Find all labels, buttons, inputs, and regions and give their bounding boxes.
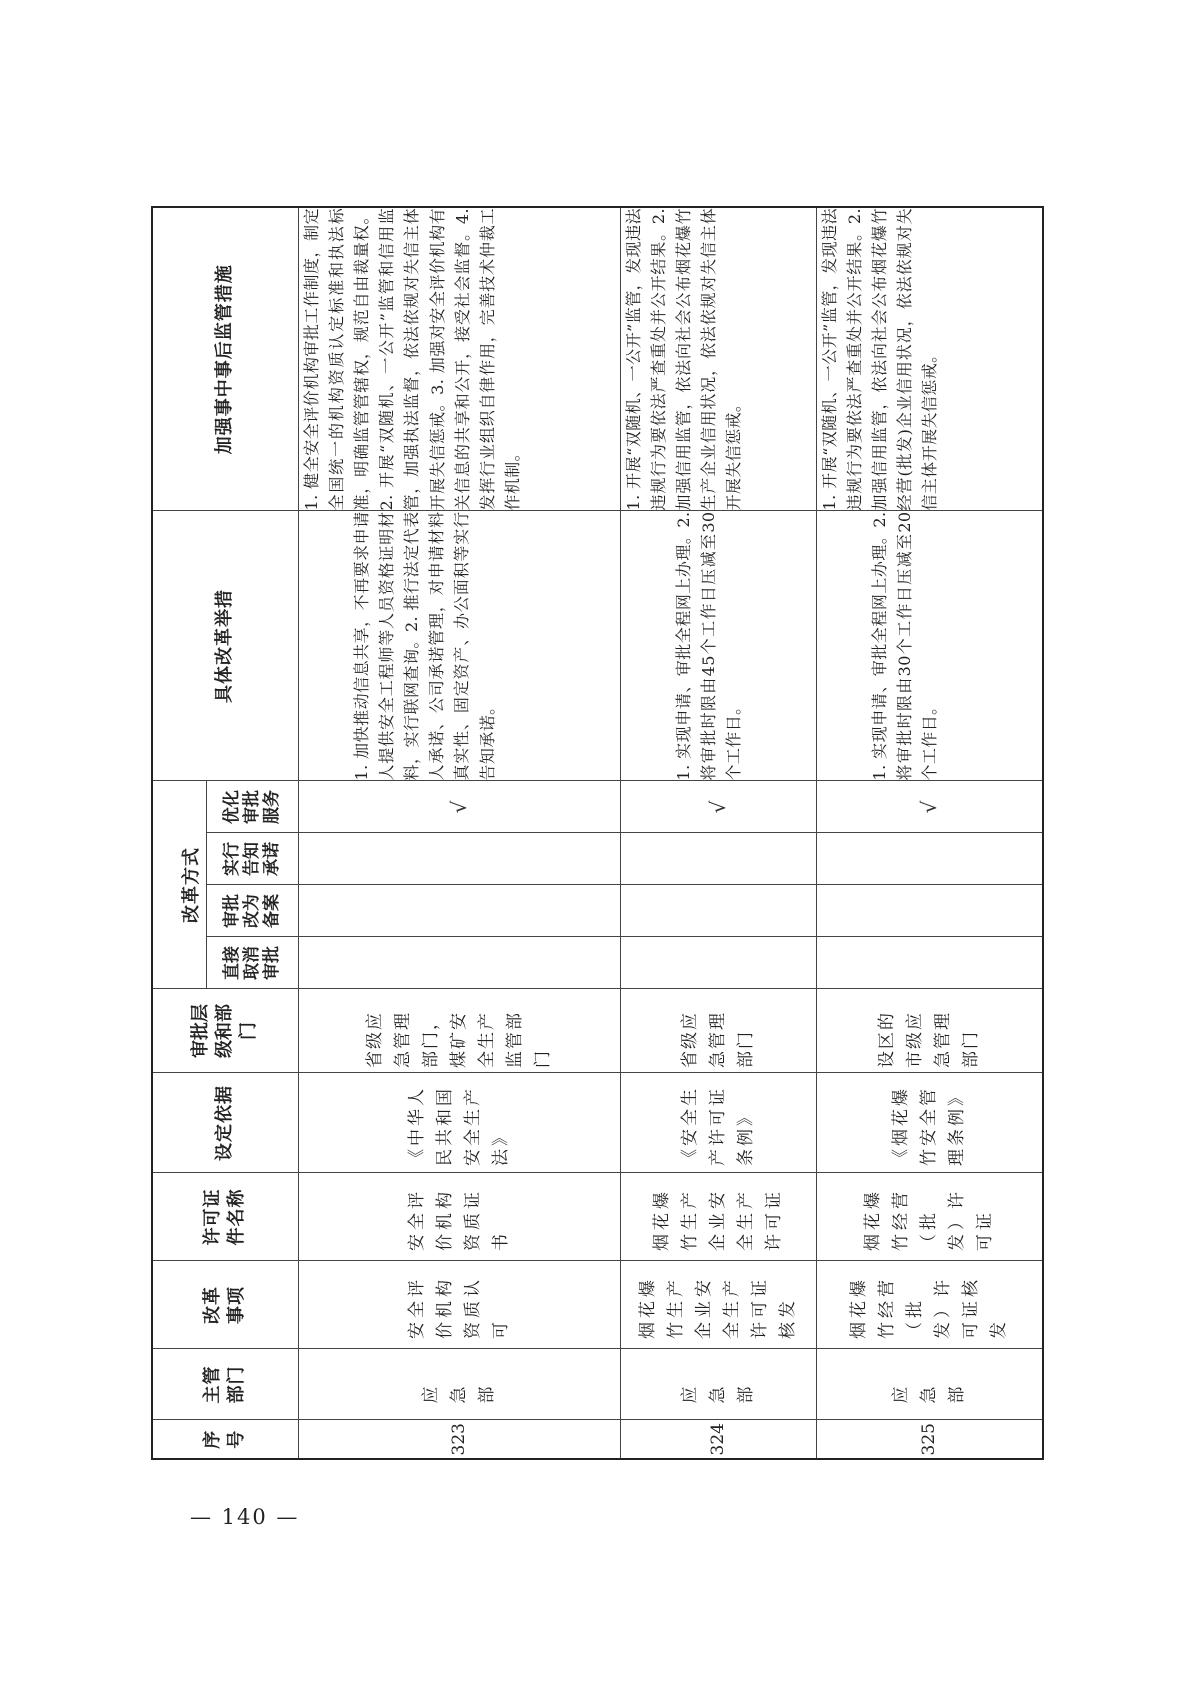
cell-basis: 《中华人民共和国安全生产法》 bbox=[298, 1073, 620, 1173]
cell-level: 设区的市级应急管理部门 bbox=[816, 989, 1043, 1073]
cell-dept: 应急部 bbox=[298, 1349, 620, 1420]
cell-m2 bbox=[620, 885, 816, 937]
cell-seq: 324 bbox=[620, 1420, 816, 1459]
table-row bbox=[816, 207, 1043, 1459]
cell-seq: 323 bbox=[298, 1420, 620, 1459]
cell-measures: 1. 实现申请、审批全程网上办理。2. 将审批时限由30个工作日压减至20个工作日。 bbox=[816, 511, 1043, 781]
cell-item: 安全评价机构资质认可 bbox=[298, 1261, 620, 1349]
rotated-table-wrapper bbox=[151, 208, 1042, 1460]
header-m1: 直接取消审批 bbox=[206, 937, 298, 989]
cell-dept: 应急部 bbox=[816, 1349, 1043, 1420]
cell-m1 bbox=[298, 937, 620, 989]
cell-level: 省级应急管理部门，煤矿安全生产监管部门 bbox=[298, 989, 620, 1073]
cell-basis: 《烟花爆竹安全管理条例》 bbox=[816, 1073, 1043, 1173]
header-seq: 序号 bbox=[152, 1420, 298, 1459]
header-row bbox=[152, 207, 206, 1459]
cell-m4: √ bbox=[298, 781, 620, 833]
header-item: 改革事项 bbox=[152, 1261, 298, 1349]
cell-m4: √ bbox=[620, 781, 816, 833]
reform-table bbox=[151, 206, 1044, 1460]
cell-m3 bbox=[298, 833, 620, 885]
header-dept: 主管部门 bbox=[152, 1349, 298, 1420]
cell-license: 烟花爆竹生产企业安全生产许可证 bbox=[620, 1173, 816, 1261]
cell-supervision: 1. 开展“双随机、一公开”监管，发现违法违规行为要依法严查重处并公开结果。2. 加强信用监管，依法向社会公布烟花爆竹生产企业信用状况，依法依规对失信主体开展失信惩戒。 bbox=[620, 207, 816, 511]
cell-m1 bbox=[620, 937, 816, 989]
page-number: — 140 — bbox=[190, 1505, 300, 1529]
cell-measures: 1. 加快推动信息共享，不再要求申请人提供安全工程师等人员资格证明材料，实行联网查询。2. 推行法定代表人承诺、公司承诺管理，对申请材料真实性、固定资产、办公面积等实行告知承诺。 bbox=[298, 511, 620, 781]
cell-license: 烟花爆竹经营（批发）许可证 bbox=[816, 1173, 1043, 1261]
header-m3: 实行告知承诺 bbox=[206, 833, 298, 885]
table-row bbox=[298, 207, 620, 1459]
header-method: 改革方式 bbox=[152, 781, 206, 989]
cell-supervision: 1. 健全安全评价机构审批工作制度，制定全国统一的机构资质认定标准和执法标准，明确监管管辖权，规范自由裁量权。2. 开展“双随机、一公开”监管和信用监管，加强执法监督，依法依规对失信主体开展失信惩戒。3. 加强对安全评价机构有关信息的共享和公开，接受社会监督。4. 发挥行业组织自律作用，完善技术仲裁工作机制。 bbox=[298, 207, 620, 511]
header-measures: 具体改革举措 bbox=[152, 511, 298, 781]
cell-m1 bbox=[816, 937, 1043, 989]
cell-license: 安全评价机构资质证书 bbox=[298, 1173, 620, 1261]
cell-m4: √ bbox=[816, 781, 1043, 833]
header-level: 审批层级和部门 bbox=[152, 989, 298, 1073]
header-basis: 设定依据 bbox=[152, 1073, 298, 1173]
cell-supervision: 1. 开展“双随机、一公开”监管，发现违法违规行为要依法严查重处并公开结果。2. 加强信用监管，依法向社会公布烟花爆竹经营(批发)企业信用状况，依法依规对失信主体开展失信惩戒。 bbox=[816, 207, 1043, 511]
cell-item: 烟花爆竹生产企业安全生产许可证核发 bbox=[620, 1261, 816, 1349]
cell-m2 bbox=[298, 885, 620, 937]
header-m4: 优化审批服务 bbox=[206, 781, 298, 833]
cell-item: 烟花爆竹经营（批发）许可证核发 bbox=[816, 1261, 1043, 1349]
cell-m2 bbox=[816, 885, 1043, 937]
cell-dept: 应急部 bbox=[620, 1349, 816, 1420]
cell-m3 bbox=[620, 833, 816, 885]
cell-m3 bbox=[816, 833, 1043, 885]
header-supervision: 加强事中事后监管措施 bbox=[152, 207, 298, 511]
cell-basis: 《安全生产许可证条例》 bbox=[620, 1073, 816, 1173]
header-m2: 审批改为备案 bbox=[206, 885, 298, 937]
cell-measures: 1. 实现申请、审批全程网上办理。2. 将审批时限由45个工作日压减至30个工作日。 bbox=[620, 511, 816, 781]
header-license: 许可证件名称 bbox=[152, 1173, 298, 1261]
cell-seq: 325 bbox=[816, 1420, 1043, 1459]
table-row bbox=[620, 207, 816, 1459]
cell-level: 省级应急管理部门 bbox=[620, 989, 816, 1073]
